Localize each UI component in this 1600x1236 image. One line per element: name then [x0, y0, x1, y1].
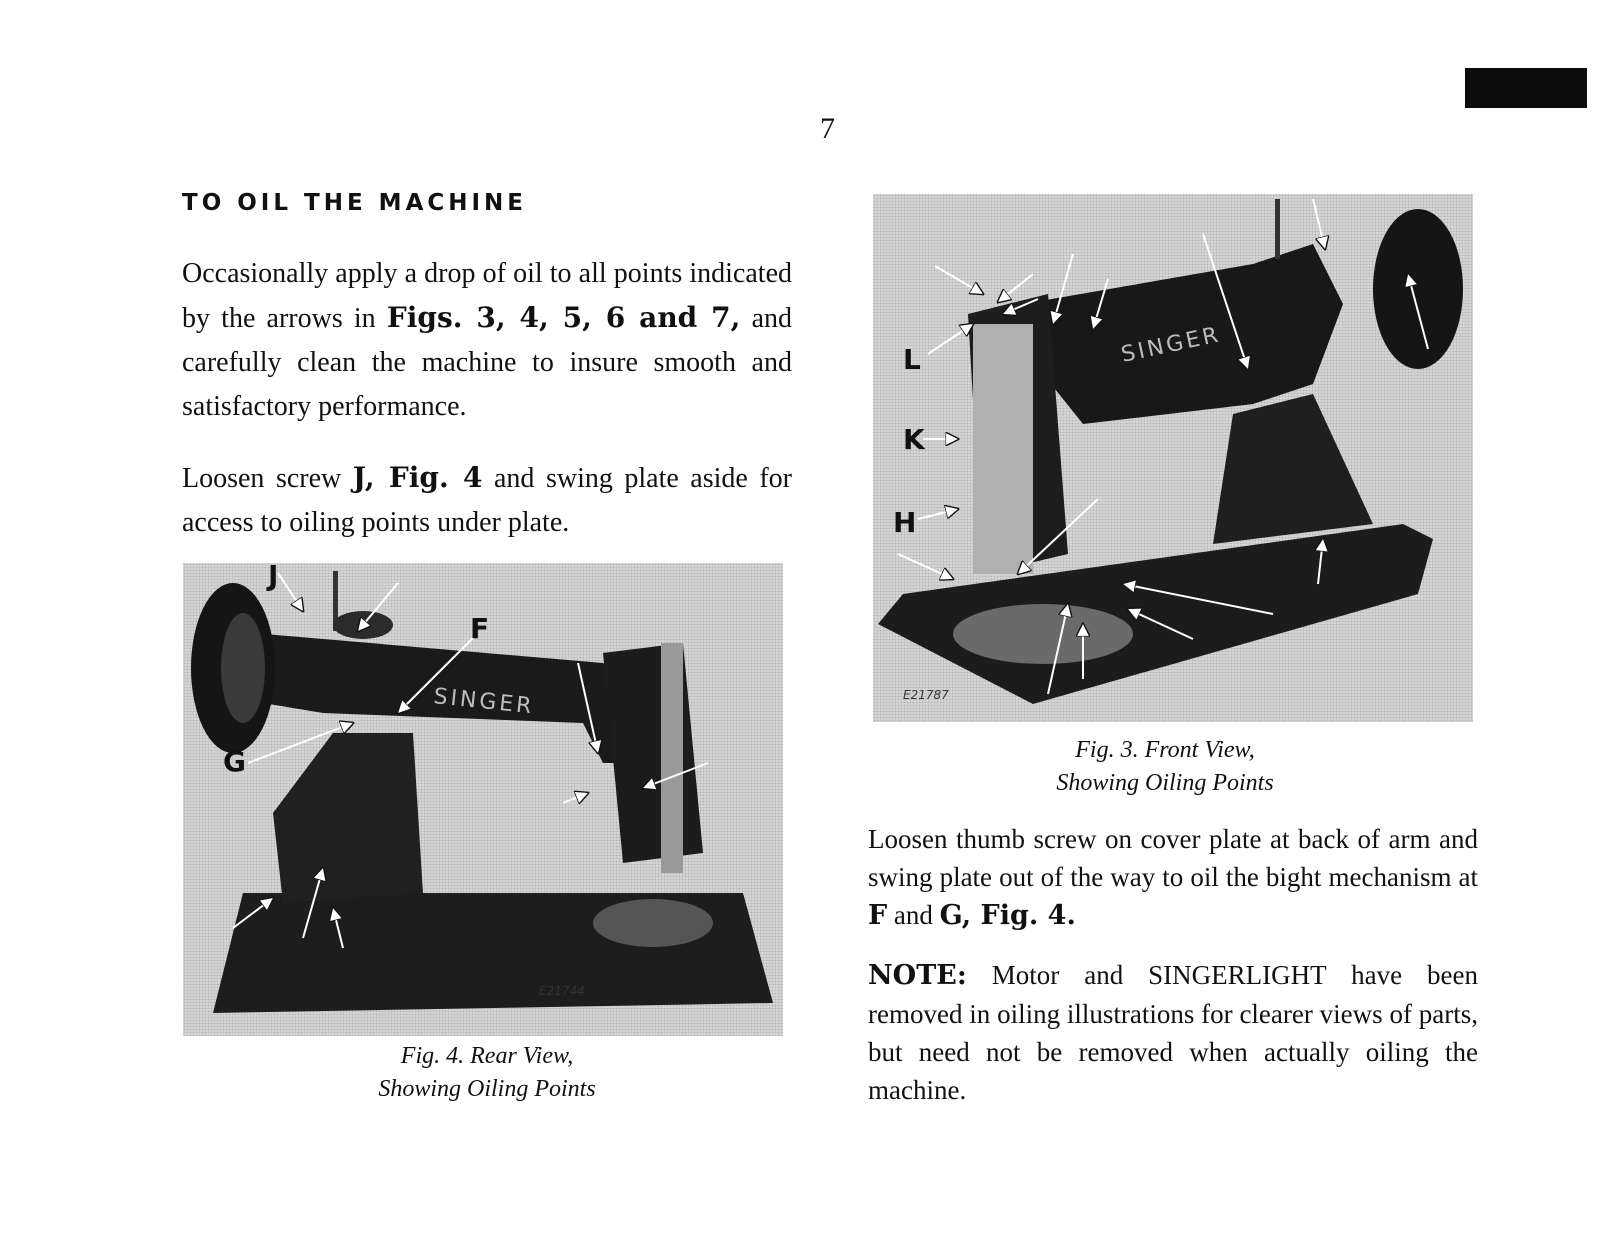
machine-head [603, 643, 703, 863]
fig3-caption-line1: Fig. 3. Front View, [1075, 737, 1255, 763]
fig4-brand: SINGER [432, 684, 536, 720]
fig4-caption-line1: Fig. 4. Rear View, [400, 1043, 574, 1069]
intro-text-1: Occasionally apply a drop of oil to all points indicated by the arrows in [182, 258, 792, 334]
intro-paragraph [182, 252, 792, 429]
needle-plate [953, 604, 1133, 664]
handwheel [1373, 209, 1463, 369]
fig3-brand: SINGER [1119, 322, 1224, 368]
fig3-caption [940, 734, 1390, 800]
fig3-illustration [873, 194, 1473, 722]
thumb-screw-paragraph [868, 820, 1478, 935]
fig3-caption-line2: Showing Oiling Points [1056, 770, 1274, 796]
loosen-text-2: and swing plate aside for access to oiling points under plate. [182, 463, 792, 538]
loosen-text-1: Loosen screw [182, 463, 353, 494]
fig4-rear-view-photo [183, 563, 783, 1036]
thumb-bold-f: F [868, 900, 888, 931]
machine-pillar [273, 733, 423, 903]
needle-bar [661, 643, 683, 873]
machine-pillar [1213, 394, 1373, 544]
label-f: F [470, 612, 490, 645]
corner-tab-mark [1465, 68, 1587, 108]
thumb-bold-g: G, Fig. 4. [939, 900, 1076, 931]
note-text: Motor and SINGERLIGHT have been removed in oiling illustrations for clearer views of parts, but need not be removed when actually oiling the machine. [868, 960, 1478, 1105]
note-paragraph [868, 956, 1478, 1109]
label-l: L [903, 343, 921, 376]
loosen-bold-ref: J, Fig. 4 [352, 461, 483, 494]
fig4-illustration [183, 563, 783, 1036]
thumb-text-2: and [887, 900, 940, 930]
machine-bed [878, 524, 1433, 704]
thumb-text-1: Loosen thumb screw on cover plate at back of arm and swing plate out of the way to oil the bight mechanism at [868, 824, 1478, 892]
label-h: H [893, 506, 917, 539]
fig3-front-view-photo [873, 194, 1473, 722]
page-number: 7 [820, 112, 835, 145]
intro-text-2: and carefully clean the machine to insure smooth and satisfactory performance. [182, 303, 792, 422]
label-j: J [268, 563, 279, 592]
fig4-caption-line2: Showing Oiling Points [378, 1076, 596, 1102]
section-heading: TO OIL THE MACHINE [182, 190, 528, 216]
intro-bold-figs: Figs. 3, 4, 5, 6 and 7, [386, 301, 741, 334]
fig4-code: E21744 [539, 984, 585, 998]
fig4-caption [262, 1040, 712, 1106]
fig3-code: E21787 [903, 688, 949, 702]
label-k: K [903, 423, 925, 456]
needle-plate [593, 899, 713, 947]
label-g: G [223, 745, 246, 778]
loosen-screw-paragraph [182, 456, 792, 545]
note-label: NOTE: [868, 960, 967, 991]
face-plate [973, 324, 1033, 574]
